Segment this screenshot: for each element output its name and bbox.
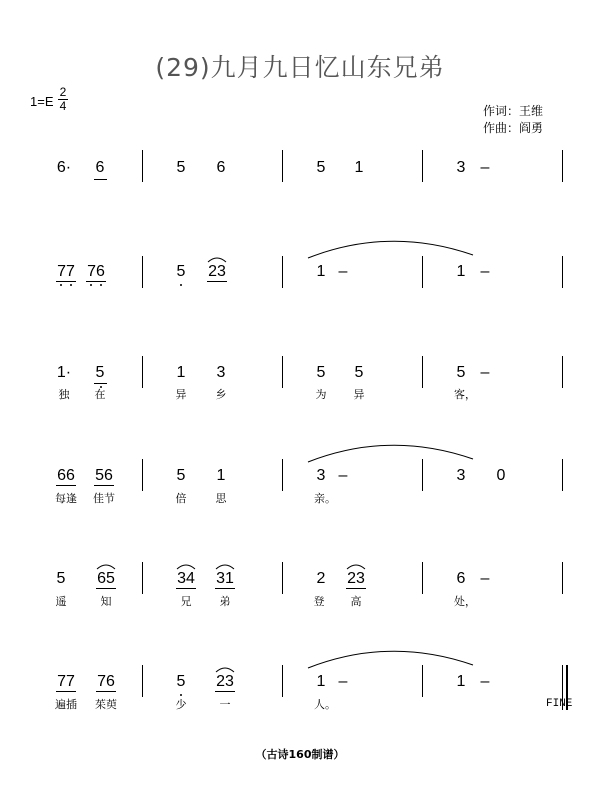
note: – — [480, 570, 490, 587]
note: 5 — [176, 159, 186, 176]
note: 23 — [208, 263, 226, 280]
note: 1 — [456, 673, 466, 690]
composer-credit: 作曲：阎勇 — [483, 121, 544, 135]
lyric: 知 — [100, 595, 112, 608]
fine-label: FINE — [546, 698, 573, 710]
note: 76 — [97, 673, 115, 690]
slur — [216, 668, 234, 672]
time-signature-top: 2 — [59, 85, 67, 99]
note: 1· — [56, 364, 72, 381]
slur — [177, 565, 195, 569]
lyric: 一 — [219, 698, 231, 711]
note: 5 — [316, 159, 326, 176]
lyric: 兄 — [180, 595, 192, 608]
note: 6· — [56, 159, 72, 176]
lyric: 思 — [215, 492, 227, 505]
note: 6 — [456, 570, 466, 587]
slur — [208, 258, 226, 262]
note: 5 — [316, 364, 326, 381]
lyric: 少 — [175, 698, 187, 711]
note: 3 — [216, 364, 226, 381]
note: 3 — [456, 159, 466, 176]
note: 2 — [316, 570, 326, 587]
note: – — [480, 159, 490, 176]
note: 5 — [354, 364, 364, 381]
note: 1 — [216, 467, 226, 484]
note: 1 — [354, 159, 364, 176]
note: 1 — [316, 673, 326, 690]
note: – — [480, 673, 490, 690]
lyric: 茱萸 — [95, 698, 117, 711]
note: 5 — [56, 570, 66, 587]
note: 76 — [87, 263, 105, 280]
lyric: 乡 — [215, 388, 227, 401]
time-signature-bottom: 4 — [59, 99, 67, 113]
note: 31 — [216, 570, 234, 587]
lyric: 独 — [58, 388, 70, 401]
note: 5 — [95, 364, 105, 381]
lyric: 异 — [175, 388, 187, 401]
note: 1 — [316, 263, 326, 280]
lyric: 异 — [353, 388, 365, 401]
slur — [216, 565, 234, 569]
note: 0 — [496, 467, 506, 484]
note: 77 — [57, 263, 75, 280]
lyric: 在 — [94, 388, 106, 401]
lyric: 人。 — [314, 698, 336, 711]
lyric: 为 — [315, 388, 327, 401]
note: – — [338, 673, 348, 690]
note: 5 — [456, 364, 466, 381]
lyric: 登 — [313, 595, 325, 608]
note: 1 — [176, 364, 186, 381]
tie-slur — [308, 241, 473, 258]
lyric: 处， — [454, 595, 476, 608]
tie-slur — [308, 651, 473, 668]
slur — [347, 565, 365, 569]
note: 3 — [316, 467, 326, 484]
note: – — [338, 263, 348, 280]
score-title: (29)九月九日忆山东兄弟 — [155, 53, 445, 82]
note: 5 — [176, 263, 186, 280]
lyric: 客， — [454, 388, 476, 401]
lyric: 高 — [350, 595, 362, 608]
lyricist-credit: 作词：王维 — [483, 104, 544, 118]
lyric: 每逢 — [55, 492, 77, 505]
note: – — [338, 467, 348, 484]
note: 1 — [456, 263, 466, 280]
note: – — [480, 263, 490, 280]
note: 6 — [216, 159, 226, 176]
footer-credit: （古诗160制谱） — [255, 748, 345, 761]
lyric: 遥 — [55, 595, 67, 608]
lyric: 佳节 — [93, 492, 115, 505]
lyric: 倍 — [175, 492, 187, 505]
note: 56 — [95, 467, 113, 484]
note: 6 — [95, 159, 105, 176]
note: 3 — [456, 467, 466, 484]
key-signature: 1=E — [30, 94, 54, 109]
note: – — [480, 364, 490, 381]
note: 65 — [97, 570, 115, 587]
note: 5 — [176, 673, 186, 690]
note: 66 — [57, 467, 75, 484]
lyric: 弟 — [219, 595, 231, 608]
note: 23 — [347, 570, 365, 587]
note: 77 — [57, 673, 75, 690]
lyric: 亲。 — [314, 492, 336, 505]
note: 34 — [177, 570, 195, 587]
slur — [97, 565, 115, 569]
note: 5 — [176, 467, 186, 484]
tie-slur — [308, 445, 473, 462]
note: 23 — [216, 673, 234, 690]
lyric: 遍插 — [55, 698, 77, 711]
